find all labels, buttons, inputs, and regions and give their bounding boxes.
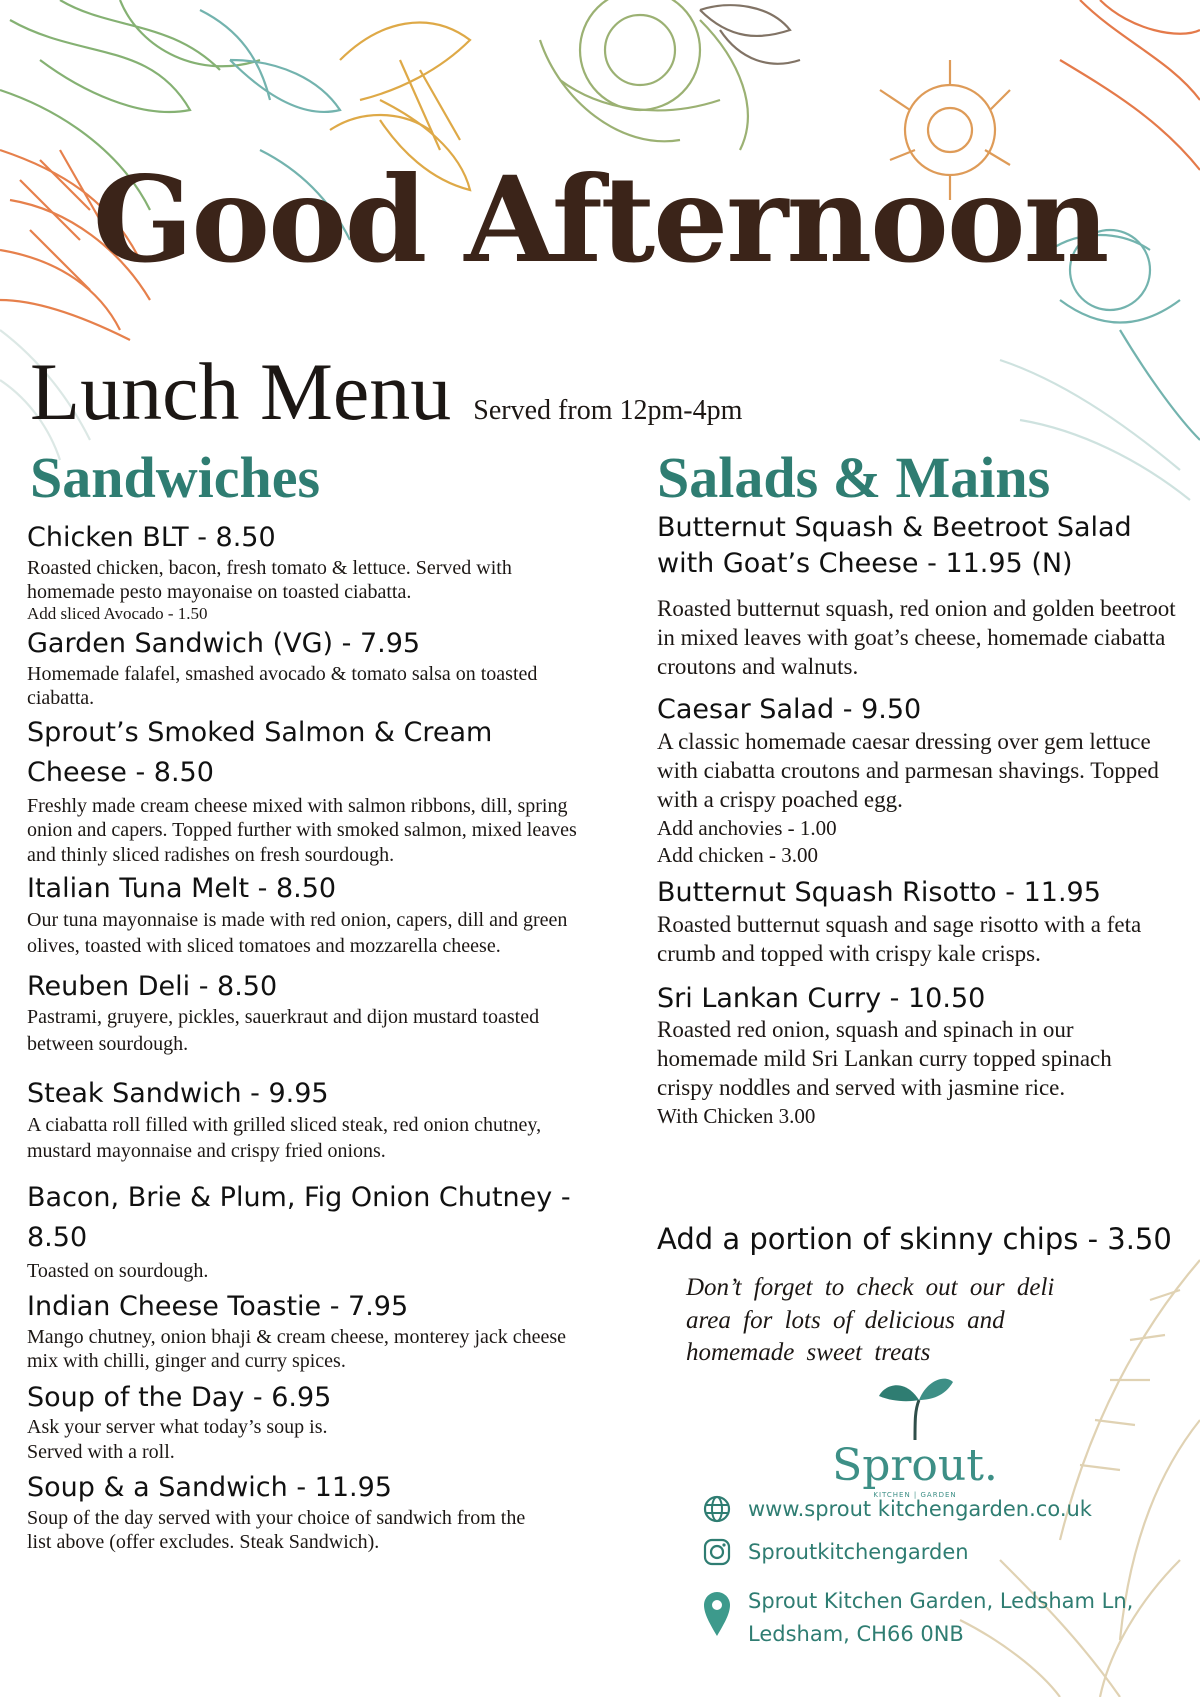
item-description: A ciabatta roll filled with grilled sliced steak, red onion chutney, mustard mayonnaise and crispy fried onions. [27, 1113, 542, 1162]
item-title: Garden Sandwich (VG) - 7.95 [27, 628, 421, 660]
item-title: Butternut Squash & Beetroot Salad with Goat’s Cheese - 11.95 (N) [657, 512, 1132, 579]
item-description: Roasted chicken, bacon, fresh tomato & lettuce. Served with homemade pesto mayonaise on toasted ciabatta. [27, 556, 512, 604]
logo-subtitle: KITCHEN | GARDEN [873, 1491, 957, 1499]
item-description: Soup of the day served with your choice of sandwich from the list above (offer excludes. Steak Sandwich). [27, 1506, 526, 1554]
salads-mains-heading: Salads & Mains [657, 445, 1051, 510]
menu-item [27, 1470, 587, 1554]
website-row[interactable] [700, 1492, 1092, 1526]
menu-item [27, 1076, 587, 1164]
item-title: Sri Lankan Curry - 10.50 [657, 982, 986, 1014]
item-description: Toasted on sourdough. [27, 1259, 209, 1282]
item-description: Homemade falafel, smashed avocado & tomato salsa on toasted ciabatta. [27, 663, 538, 710]
item-title: Steak Sandwich - 9.95 [27, 1078, 329, 1110]
menu-title: Lunch Menu [30, 346, 452, 437]
item-title: Butternut Squash Risotto - 11.95 [657, 877, 1101, 909]
item-description: Our tuna mayonnaise is made with red onion, capers, dill and green olives, toasted with sliced tomatoes and mozzarella cheese. [27, 908, 568, 957]
menu-item [27, 871, 587, 959]
deli-note: Don’t forget to check out our deli area for lots of delicious and homemade sweet treats [686, 1274, 1055, 1366]
menu-item [657, 875, 1182, 969]
address-line-1: Sprout Kitchen Garden, Ledsham Ln, [748, 1589, 1134, 1613]
item-extra: Add sliced Avocado - 1.50 [27, 604, 208, 624]
menu-item [657, 981, 1182, 1131]
item-description: Freshly made cream cheese mixed with salmon ribbons, dill, spring onion and capers. Topped further with smoked salmon, mixed leaves and thinly sliced radishes on fresh sourdough. [27, 794, 577, 866]
item-title: Soup & a Sandwich - 11.95 [27, 1472, 392, 1504]
item-title: Sprout’s Smoked Salmon & Cream Cheese - 8.50 [27, 716, 493, 789]
item-description: Pastrami, gruyere, pickles, sauerkraut and dijon mustard toasted between sourdough. [27, 1006, 540, 1056]
item-extra: With Chicken 3.00 [657, 1104, 816, 1129]
address-line-2: Ledsham, CH66 0NB [748, 1621, 964, 1646]
item-title: Caesar Salad - 9.50 [657, 694, 922, 726]
website-link[interactable]: www.sprout kitchengarden.co.uk [748, 1497, 1092, 1521]
sprout-logo [830, 1370, 1000, 1499]
menu-item [27, 969, 587, 1059]
item-title: Reuben Deli - 8.50 [27, 970, 278, 1002]
address-row [700, 1585, 1133, 1650]
menu-item [27, 1380, 587, 1464]
item-description: Roasted red onion, squash and spinach in our homemade mild Sri Lankan curry topped spinach crispy noddles and served with jasmine rice. [657, 1017, 1112, 1101]
instagram-handle[interactable]: Sproutkitchengarden [748, 1540, 969, 1564]
menu-item [27, 520, 587, 624]
menu-item [27, 713, 587, 867]
lunch-menu-heading [30, 345, 742, 439]
sandwiches-column [27, 520, 587, 1554]
item-description: A classic homemade caesar dressing over gem lettuce with ciabatta croutons and parmesan shavings. Topped with a crispy poached egg. [657, 728, 1159, 812]
item-description: Mango chutney, onion bhaji & cream cheese, monterey jack cheese mix with chilli, ginger and curry spices. [27, 1325, 567, 1373]
address [748, 1585, 1133, 1650]
item-extra: Add anchovies - 1.00 [657, 815, 837, 840]
item-title: Indian Cheese Toastie - 7.95 [27, 1291, 409, 1323]
item-title: Italian Tuna Melt - 8.50 [27, 872, 337, 904]
menu-item [27, 1289, 587, 1373]
skinny-chips-addon: Add a portion of skinny chips - 3.50 [657, 1222, 1172, 1256]
menu-item [657, 510, 1182, 682]
logo-wordmark: Sprout. [832, 1440, 998, 1491]
location-pin-icon [700, 1585, 734, 1643]
served-times: Served from 12pm-4pm [473, 395, 743, 426]
item-description: Roasted butternut squash, red onion and golden beetroot in mixed leaves with goat’s cheese, homemade ciabatta croutons and walnuts. [657, 596, 1176, 680]
item-title: Soup of the Day - 6.95 [27, 1381, 332, 1413]
instagram-row[interactable] [700, 1535, 969, 1569]
item-description: Ask your server what today’s soup is. Served with a roll. [27, 1416, 328, 1463]
sandwiches-heading: Sandwiches [30, 445, 321, 510]
item-extra: Add chicken - 3.00 [657, 842, 818, 867]
sprout-leaf-icon [875, 1370, 955, 1442]
menu-item [657, 692, 1182, 869]
page-title: Good Afternoon [92, 150, 1108, 289]
mains-column [657, 510, 1182, 1131]
menu-item [27, 626, 587, 710]
item-title: Chicken BLT - 8.50 [27, 522, 276, 553]
instagram-icon [700, 1535, 734, 1569]
item-description: Roasted butternut squash and sage risotto with a feta crumb and topped with crispy kale crisps. [657, 911, 1142, 966]
globe-icon [700, 1492, 734, 1526]
item-title: Bacon, Brie & Plum, Fig Onion Chutney - 8.50 [27, 1181, 571, 1254]
menu-item [27, 1178, 587, 1283]
